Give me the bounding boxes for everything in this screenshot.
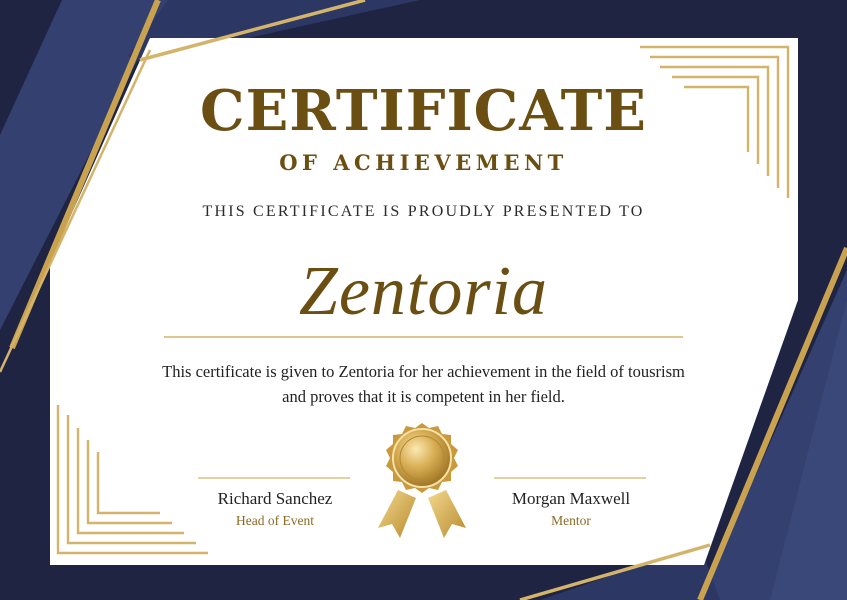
description-line-1: This certificate is given to Zentoria for her achievement in the field of tousrism [162,362,685,381]
certificate-title: CERTIFICATE [200,78,647,144]
presented-to-text: THIS CERTIFICATE IS PROUDLY PRESENTED TO [202,203,645,220]
signer-role: Mentor [551,513,591,528]
recipient-name: Zentoria [298,253,549,330]
certificate-subtitle: OF ACHIEVEMENT [279,150,568,175]
certificate-description [0,359,847,409]
signer-role: Head of Event [236,513,314,528]
description-line-2: and proves that it is competent in her field. [282,387,565,406]
signature-block-right [471,488,671,531]
signature-block-left [175,488,375,531]
signer-name: Richard Sanchez [217,489,333,508]
signer-name: Morgan Maxwell [511,489,631,508]
